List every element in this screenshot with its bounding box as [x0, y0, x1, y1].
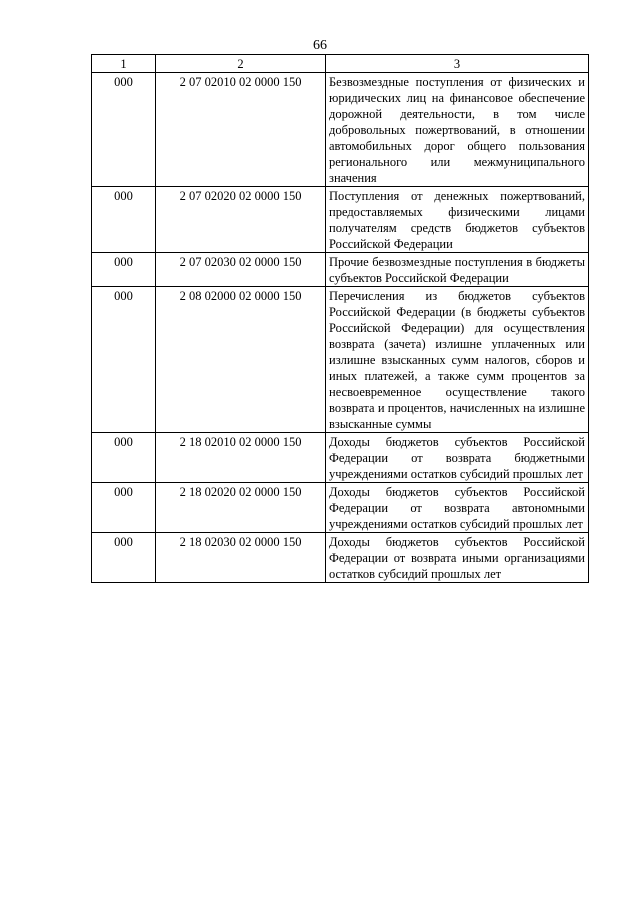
description-cell: Доходы бюджетов субъектов Российской Федерации от возврата иными организациями остатков субсидий прошлых лет: [326, 533, 589, 583]
table-row: [92, 483, 589, 533]
revenue-code-cell: 2 18 02030 02 0000 150: [156, 533, 326, 583]
admin-code-cell: 000: [92, 187, 156, 253]
admin-code-cell: 000: [92, 253, 156, 287]
revenue-code-cell: 2 18 02010 02 0000 150: [156, 433, 326, 483]
admin-code-cell: 000: [92, 483, 156, 533]
budget-codes-table: [91, 54, 589, 583]
table-row: [92, 287, 589, 433]
revenue-code-cell: 2 07 02030 02 0000 150: [156, 253, 326, 287]
table-row: [92, 187, 589, 253]
description-cell: Перечисления из бюджетов субъектов Российской Федерации (в бюджеты субъектов Российской Федерации) для осуществления возврата (зачета) излишне уплаченных или излишне взысканных сумм налогов, сборов и иных платежей, а также сумм процентов за несвоевременное осуществление такого возврата и процентов, начисленных на излишне взысканные суммы: [326, 287, 589, 433]
table-row: [92, 433, 589, 483]
admin-code-cell: 000: [92, 433, 156, 483]
column-header-1: 1: [92, 55, 156, 73]
description-cell: Поступления от денежных пожертвований, предоставляемых физическими лицами получателям средств бюджетов субъектов Российской Федерации: [326, 187, 589, 253]
table-row: [92, 533, 589, 583]
admin-code-cell: 000: [92, 287, 156, 433]
revenue-code-cell: 2 18 02020 02 0000 150: [156, 483, 326, 533]
revenue-code-cell: 2 08 02000 02 0000 150: [156, 287, 326, 433]
description-cell: Доходы бюджетов субъектов Российской Федерации от возврата бюджетными учреждениями остатков субсидий прошлых лет: [326, 433, 589, 483]
table-row: [92, 73, 589, 187]
description-cell: Доходы бюджетов субъектов Российской Федерации от возврата автономными учреждениями остатков субсидий прошлых лет: [326, 483, 589, 533]
page-number: 66: [313, 38, 327, 53]
admin-code-cell: 000: [92, 533, 156, 583]
description-cell: Прочие безвозмездные поступления в бюджеты субъектов Российской Федерации: [326, 253, 589, 287]
revenue-code-cell: 2 07 02010 02 0000 150: [156, 73, 326, 187]
table-header-row: [92, 55, 589, 73]
admin-code-cell: 000: [92, 73, 156, 187]
revenue-code-cell: 2 07 02020 02 0000 150: [156, 187, 326, 253]
table-row: [92, 253, 589, 287]
description-cell: Безвозмездные поступления от физических и юридических лиц на финансовое обеспечение дорожной деятельности, в том числе добровольных пожертвований, в отношении автомобильных дорог общего пользования регионального или межмуниципального значения: [326, 73, 589, 187]
column-header-2: 2: [156, 55, 326, 73]
column-header-3: 3: [326, 55, 589, 73]
